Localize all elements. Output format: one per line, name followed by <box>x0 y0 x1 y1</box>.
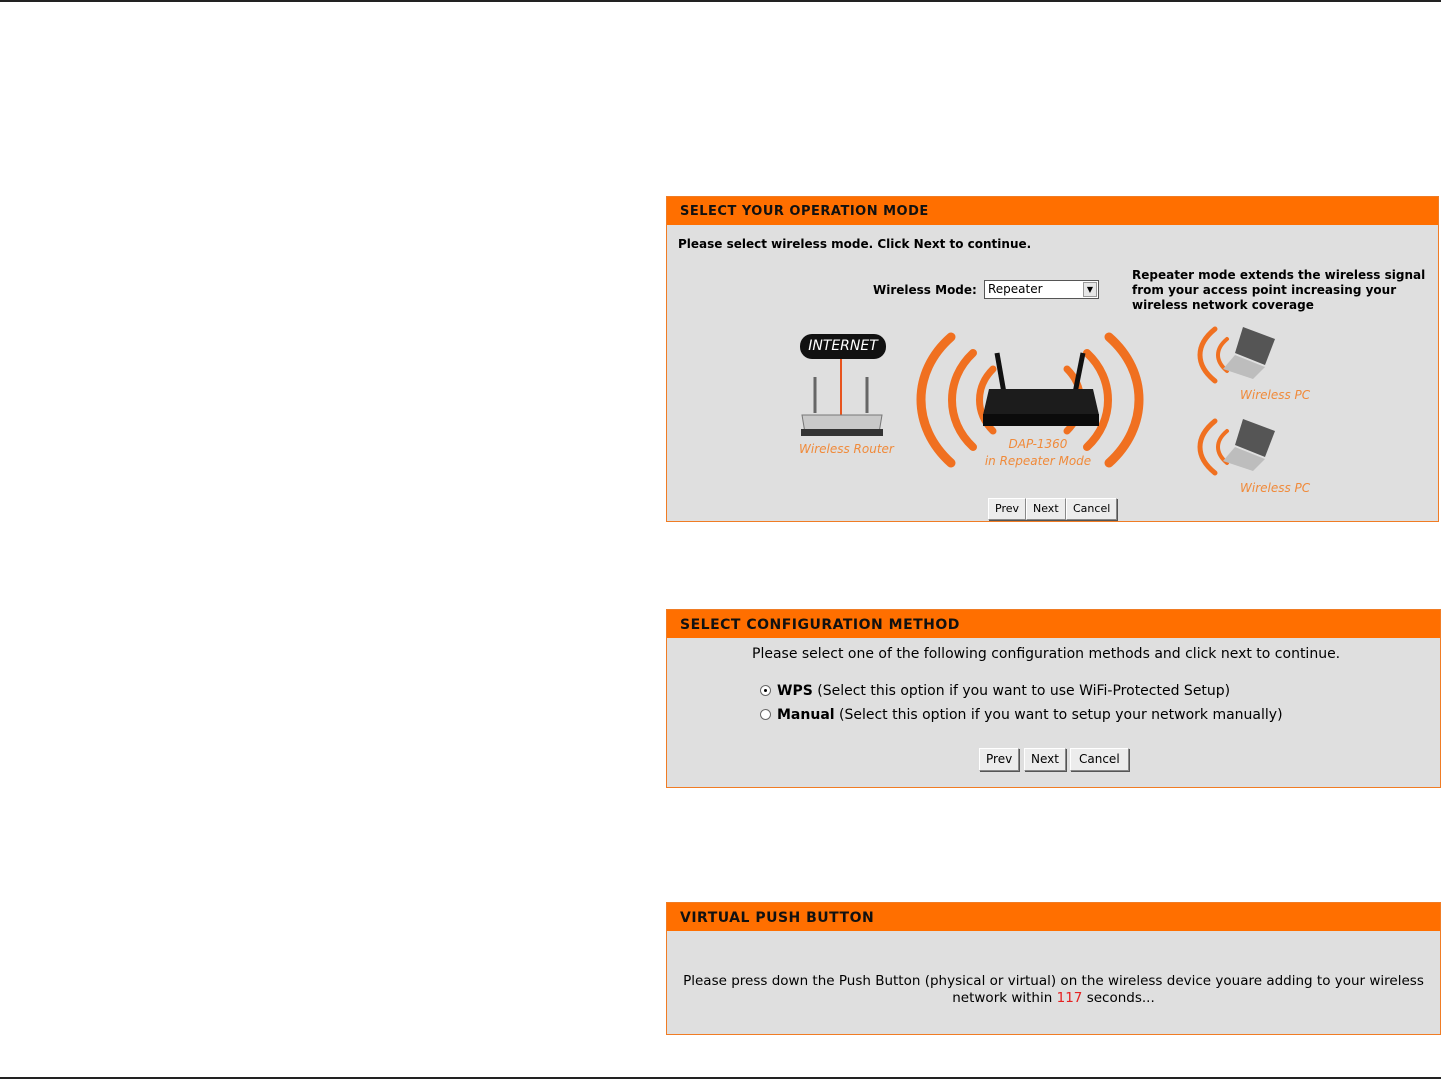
operation-mode-header: SELECT YOUR OPERATION MODE <box>667 197 1438 225</box>
laptop-icon <box>1200 421 1227 473</box>
prev-button[interactable]: Prev <box>988 498 1026 520</box>
config-method-instruction: Please select one of the following configuration methods and click next to continue. <box>752 646 1341 662</box>
pc2-label: Wireless PC <box>1240 481 1311 495</box>
prev-button[interactable]: Prev <box>979 748 1019 771</box>
repeater-diagram <box>667 317 1438 497</box>
mode-description: Repeater mode extends the wireless signal from your access point increasing your wireless network coverage <box>1132 268 1426 312</box>
wps-option-desc: (Select this option if you want to use WiFi-Protected Setup) <box>817 683 1231 699</box>
wps-option[interactable] <box>760 683 1230 699</box>
top-rule <box>0 0 1441 2</box>
push-message-line2: network within 117 seconds... <box>952 990 1155 1006</box>
device-model: DAP-1360 <box>1008 437 1068 451</box>
wireless-mode-value: Repeater <box>988 282 1043 296</box>
manual-option-desc: (Select this option if you want to setup your network manually) <box>839 707 1283 723</box>
manual-option[interactable] <box>760 707 1283 723</box>
push-message-line1: Please press down the Push Button (physical or virtual) on the wireless device youare adding to your wireless <box>683 973 1424 989</box>
push-button-header: VIRTUAL PUSH BUTTON <box>667 903 1440 931</box>
laptop-icon <box>1223 327 1275 379</box>
next-button[interactable]: Next <box>1026 498 1066 520</box>
config-method-header: SELECT CONFIGURATION METHOD <box>667 610 1440 638</box>
push-button-panel <box>666 902 1441 1035</box>
cancel-button[interactable]: Cancel <box>1070 748 1129 771</box>
manual-radio[interactable] <box>760 709 771 720</box>
next-button[interactable]: Next <box>1024 748 1066 771</box>
device-label <box>967 436 1109 470</box>
push-button-message <box>667 973 1440 1007</box>
laptop-icon <box>1223 419 1275 471</box>
cancel-button[interactable]: Cancel <box>1066 498 1117 520</box>
wps-option-name: WPS <box>777 683 813 699</box>
access-point-icon <box>983 353 1099 426</box>
internet-label: INTERNET <box>808 338 878 354</box>
router-label: Wireless Router <box>799 442 894 456</box>
laptop-icon <box>1200 329 1227 381</box>
operation-mode-instruction: Please select wireless mode. Click Next to continue. <box>678 237 1032 251</box>
wireless-mode-label: Wireless Mode: <box>873 283 977 297</box>
config-method-panel <box>666 609 1441 788</box>
wps-radio[interactable] <box>760 685 771 696</box>
bottom-rule <box>0 1077 1441 1079</box>
operation-mode-panel <box>666 196 1439 522</box>
device-mode: in Repeater Mode <box>984 454 1092 468</box>
countdown-value: 117 <box>1056 990 1083 1006</box>
manual-option-name: Manual <box>777 707 835 723</box>
chevron-down-icon[interactable]: ▼ <box>1083 282 1097 297</box>
wireless-mode-select[interactable] <box>984 280 1099 299</box>
pc1-label: Wireless PC <box>1240 388 1311 402</box>
